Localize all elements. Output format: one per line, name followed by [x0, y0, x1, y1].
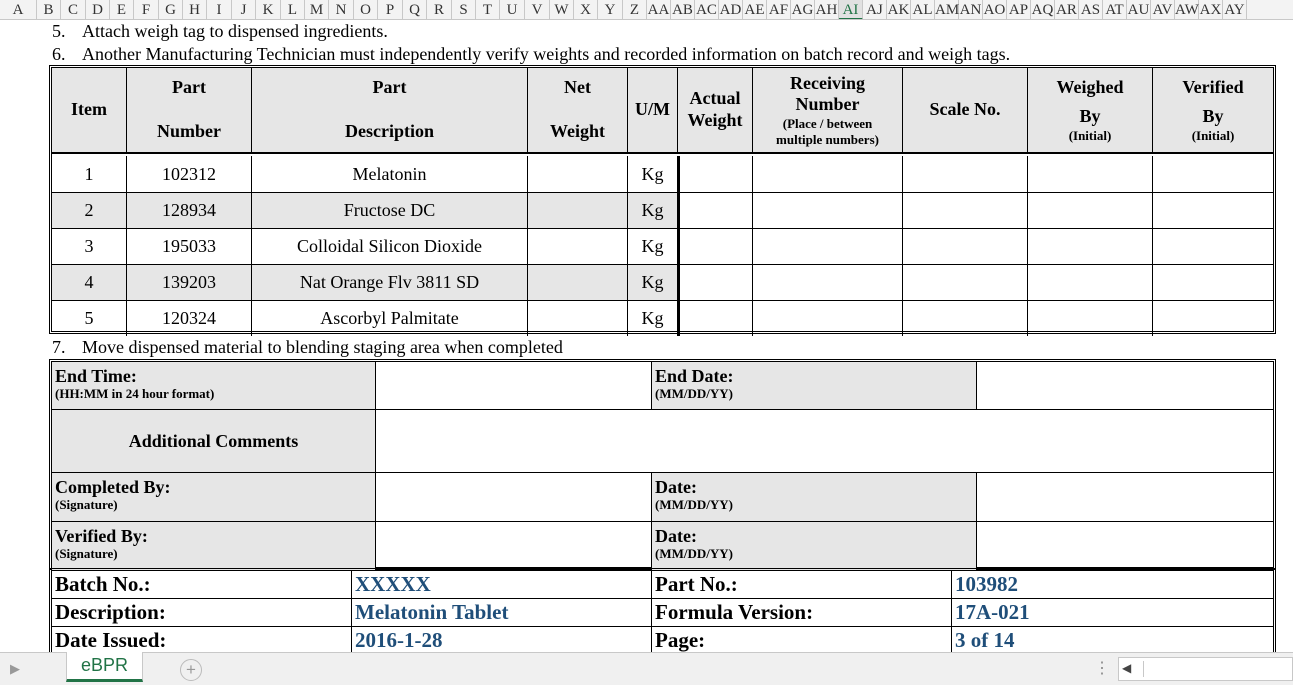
header-receiving-number[interactable] — [753, 68, 903, 154]
part-number-cell[interactable]: 120324 — [127, 300, 252, 336]
part-description-cell[interactable]: Melatonin — [252, 156, 528, 192]
step-text: Another Manufacturing Technician must independently verify weights and recorded information on batch record and weigh tags. — [82, 44, 1011, 64]
receiving-number-cell[interactable] — [753, 300, 903, 336]
column-header-ai[interactable]: AI — [839, 0, 863, 20]
step-number: 6. — [52, 44, 66, 64]
column-header-ag[interactable]: AG — [791, 2, 814, 18]
um-cell[interactable]: Kg — [628, 192, 678, 228]
completed-date-label: Date: — [655, 477, 697, 497]
header-label: Weight — [549, 121, 605, 141]
completed-date-format: (MM/DD/YY) — [655, 497, 733, 512]
more-options-icon[interactable]: ⋮ — [1094, 660, 1108, 677]
column-header-aa[interactable]: AA — [647, 2, 670, 18]
column-header-aw[interactable]: AW — [1175, 2, 1199, 18]
header-label: Part — [372, 77, 407, 98]
formula-version-value[interactable]: 17A-021 — [952, 599, 1273, 627]
comments-label-cell — [52, 410, 376, 473]
verified-date-input[interactable] — [977, 522, 1273, 570]
column-header-f[interactable]: F — [134, 0, 159, 20]
header-label: By — [1202, 106, 1224, 127]
item-cell[interactable]: 3 — [52, 228, 127, 264]
column-header-t[interactable]: T — [476, 0, 500, 20]
column-header-m[interactable]: M — [305, 0, 329, 20]
header-label: Number — [795, 94, 860, 115]
step-7 — [52, 337, 563, 358]
end-time-format: (HH:MM in 24 hour format) — [55, 386, 215, 401]
header-scale-no[interactable] — [903, 68, 1028, 154]
actual-weight-cell[interactable] — [678, 300, 753, 336]
header-actual-weight[interactable] — [678, 68, 753, 154]
header-label: Actual — [689, 88, 741, 109]
scale-no-cell[interactable] — [903, 264, 1028, 300]
net-weight-cell[interactable] — [528, 264, 628, 300]
description-value[interactable]: Melatonin Tablet — [352, 599, 652, 627]
date-issued-label: Date Issued: — [52, 627, 352, 654]
net-weight-cell[interactable] — [528, 192, 628, 228]
header-weighed-by[interactable] — [1028, 68, 1153, 154]
formula-version-label: Formula Version: — [652, 599, 952, 627]
end-time-input[interactable] — [376, 362, 652, 410]
scroll-left-icon[interactable]: ◀ — [1122, 661, 1132, 675]
header-part-description[interactable] — [252, 68, 528, 154]
date-issued-value[interactable]: 2016-1-28 — [352, 627, 652, 654]
column-header-at[interactable]: AT — [1103, 0, 1127, 20]
column-header-af[interactable]: AF — [767, 0, 791, 20]
net-weight-cell[interactable] — [528, 300, 628, 336]
column-header-d[interactable]: D — [86, 0, 110, 20]
scale-no-cell[interactable] — [903, 300, 1028, 336]
um-cell[interactable]: Kg — [628, 264, 678, 300]
batch-info-table — [49, 568, 1276, 654]
step-5 — [52, 21, 388, 42]
header-verified-by[interactable] — [1153, 68, 1273, 154]
column-header-ac[interactable]: AC — [695, 0, 719, 20]
scale-no-cell[interactable] — [903, 156, 1028, 192]
column-header-ak[interactable]: AK — [887, 2, 910, 18]
sheet-nav-icon[interactable]: ▶ — [10, 661, 20, 676]
verified-by-sub: (Signature) — [55, 546, 118, 561]
comments-label: Additional Comments — [128, 430, 299, 451]
verified-by-input[interactable] — [376, 522, 652, 570]
header-net-weight[interactable] — [528, 68, 628, 154]
part-no-value[interactable]: 103982 — [952, 571, 1273, 599]
verified-by-cell[interactable] — [1153, 156, 1273, 192]
weighed-by-cell[interactable] — [1028, 228, 1153, 264]
header-label: Number — [157, 121, 221, 141]
part-no-label: Part No.: — [652, 571, 952, 599]
header-label: Receiving — [790, 72, 865, 93]
step-number: 5. — [52, 21, 66, 41]
column-header-ad[interactable]: AD — [719, 2, 742, 18]
header-sublabel: multiple numbers) — [776, 131, 879, 147]
header-label: Net — [564, 77, 591, 98]
actual-weight-cell[interactable] — [678, 228, 753, 264]
header-part-number[interactable] — [127, 68, 252, 154]
column-header-w[interactable]: W — [550, 0, 574, 20]
column-header-ah[interactable]: AH — [815, 2, 838, 18]
receiving-number-cell[interactable] — [753, 228, 903, 264]
header-label: Weighed — [1056, 76, 1124, 97]
column-header-y[interactable]: Y — [598, 0, 623, 20]
completion-form — [49, 359, 1276, 570]
column-header-av[interactable]: AV — [1151, 0, 1175, 20]
column-header-v[interactable]: V — [525, 0, 550, 20]
end-date-label-cell — [652, 362, 977, 410]
sheet-tab-bar — [0, 652, 1293, 685]
description-label: Description: — [52, 599, 352, 627]
column-header-aq[interactable]: AQ — [1031, 2, 1054, 18]
column-header-ab[interactable]: AB — [671, 0, 695, 20]
column-header-b[interactable]: B — [37, 0, 61, 20]
end-time-label: End Time: — [55, 366, 137, 386]
sheet-tab-label: eBPR — [80, 655, 129, 675]
receiving-number-cell[interactable] — [753, 192, 903, 228]
column-header-ar[interactable]: AR — [1055, 0, 1079, 20]
end-date-input[interactable] — [977, 362, 1273, 410]
completed-date-label-cell — [652, 473, 977, 522]
column-header-i[interactable]: I — [207, 0, 232, 20]
completed-by-sub: (Signature) — [55, 497, 118, 512]
horizontal-scrollbar[interactable] — [1118, 657, 1293, 681]
header-label: Weight — [687, 110, 743, 130]
part-description-cell[interactable]: Nat Orange Flv 3811 SD — [252, 264, 528, 300]
header-sublabel: (Place / between — [782, 116, 873, 131]
column-header-bar — [0, 0, 1293, 20]
header-label: By — [1079, 106, 1101, 127]
column-header-j[interactable]: J — [232, 0, 256, 20]
column-header-h[interactable]: H — [183, 0, 207, 20]
weighed-by-cell[interactable] — [1028, 300, 1153, 336]
sheet-tab-ebpr[interactable] — [66, 652, 143, 682]
step-text: Move dispensed material to blending staging area when completed — [82, 337, 563, 357]
column-header-an[interactable]: AN — [959, 2, 982, 18]
verified-by-cell[interactable] — [1153, 300, 1273, 336]
header-sublabel: (Initial) — [1191, 127, 1235, 143]
verified-by-cell[interactable] — [1153, 264, 1273, 300]
net-weight-cell[interactable] — [528, 156, 628, 192]
header-label: Description — [345, 121, 434, 141]
header-label: Part — [172, 77, 206, 98]
receiving-number-cell[interactable] — [753, 264, 903, 300]
column-header-g[interactable]: G — [159, 0, 183, 20]
header-sublabel: (Initial) — [1068, 127, 1112, 143]
part-number-cell[interactable]: 139203 — [127, 264, 252, 300]
completed-by-label: Completed By: — [55, 477, 171, 497]
column-header-e[interactable]: E — [110, 0, 134, 20]
part-number-cell[interactable]: 102312 — [127, 156, 252, 192]
end-time-label-cell — [52, 362, 376, 410]
weighed-by-cell[interactable] — [1028, 156, 1153, 192]
column-header-n[interactable]: N — [329, 0, 354, 20]
header-label: U/M — [635, 99, 670, 120]
batch-no-label: Batch No.: — [52, 571, 352, 599]
verified-by-cell[interactable] — [1153, 192, 1273, 228]
page-value[interactable]: 3 of 14 — [955, 628, 1015, 652]
column-header-k[interactable]: K — [256, 0, 281, 20]
add-sheet-icon[interactable]: + — [180, 659, 202, 681]
column-header-q[interactable]: Q — [403, 0, 427, 20]
verified-by-label: Verified By: — [55, 526, 148, 546]
part-description-cell[interactable]: Ascorbyl Palmitate — [252, 300, 528, 336]
column-header-c[interactable]: C — [61, 0, 86, 20]
scale-no-cell[interactable] — [903, 228, 1028, 264]
column-header-as[interactable]: AS — [1079, 0, 1103, 20]
column-header-r[interactable]: R — [427, 0, 452, 20]
step-6 — [52, 44, 1010, 65]
part-number-cell[interactable]: 128934 — [127, 192, 252, 228]
item-cell[interactable]: 2 — [52, 192, 127, 228]
item-cell[interactable]: 5 — [52, 300, 127, 336]
header-item-label: Item — [71, 99, 107, 120]
column-header-aj[interactable]: AJ — [863, 0, 887, 20]
part-description-cell[interactable]: Colloidal Silicon Dioxide — [252, 228, 528, 264]
comments-input[interactable] — [376, 410, 1273, 473]
column-header-ax[interactable]: AX — [1199, 2, 1222, 18]
verified-by-cell[interactable] — [1153, 228, 1273, 264]
completed-by-input[interactable] — [376, 473, 652, 522]
step-number: 7. — [52, 337, 66, 357]
actual-weight-cell[interactable] — [678, 156, 753, 192]
weighed-by-cell[interactable] — [1028, 264, 1153, 300]
completed-by-label-cell — [52, 473, 376, 522]
column-header-ay[interactable]: AY — [1223, 0, 1247, 20]
column-header-l[interactable]: L — [281, 0, 305, 20]
verified-date-label-cell — [652, 522, 977, 570]
column-header-au[interactable]: AU — [1127, 2, 1150, 18]
column-header-p[interactable]: P — [378, 0, 403, 20]
header-item[interactable] — [52, 68, 127, 154]
column-header-z[interactable]: Z — [623, 0, 647, 20]
weighed-by-cell[interactable] — [1028, 192, 1153, 228]
item-cell[interactable]: 1 — [52, 156, 127, 192]
part-number-cell[interactable]: 195033 — [127, 228, 252, 264]
column-header-am[interactable]: AM — [935, 2, 960, 18]
column-header-ap[interactable]: AP — [1007, 0, 1031, 20]
net-weight-cell[interactable] — [528, 228, 628, 264]
column-header-o[interactable]: O — [354, 0, 378, 20]
page-label: Page: — [652, 627, 952, 654]
column-header-u[interactable]: U — [500, 0, 525, 20]
batch-no-value[interactable]: XXXXX — [352, 571, 652, 599]
materials-table — [49, 65, 1276, 334]
scrollbar-track[interactable] — [1143, 661, 1293, 677]
end-date-label: End Date: — [655, 366, 734, 386]
um-cell[interactable]: Kg — [628, 300, 678, 336]
part-description-cell[interactable]: Fructose DC — [252, 192, 528, 228]
column-header-s[interactable]: S — [452, 0, 476, 20]
column-header-a[interactable]: A — [0, 0, 37, 20]
column-header-ae[interactable]: AE — [743, 0, 767, 20]
verified-by-label-cell — [52, 522, 376, 570]
column-header-ao[interactable]: AO — [983, 2, 1006, 18]
actual-weight-cell[interactable] — [678, 264, 753, 300]
step-text: Attach weigh tag to dispensed ingredients. — [82, 21, 388, 41]
header-label: Verified — [1182, 76, 1244, 97]
um-cell[interactable]: Kg — [628, 228, 678, 264]
actual-weight-cell[interactable] — [678, 192, 753, 228]
completed-date-input[interactable] — [977, 473, 1273, 522]
scale-no-cell[interactable] — [903, 192, 1028, 228]
um-cell[interactable]: Kg — [628, 156, 678, 192]
header-label: Scale No. — [929, 99, 1001, 120]
item-cell[interactable]: 4 — [52, 264, 127, 300]
receiving-number-cell[interactable] — [753, 156, 903, 192]
column-header-al[interactable]: AL — [911, 0, 935, 20]
column-header-x[interactable]: X — [574, 0, 598, 20]
header-um[interactable] — [628, 68, 678, 154]
end-date-format: (MM/DD/YY) — [655, 386, 733, 401]
verified-date-label: Date: — [655, 526, 697, 546]
verified-date-format: (MM/DD/YY) — [655, 546, 733, 561]
